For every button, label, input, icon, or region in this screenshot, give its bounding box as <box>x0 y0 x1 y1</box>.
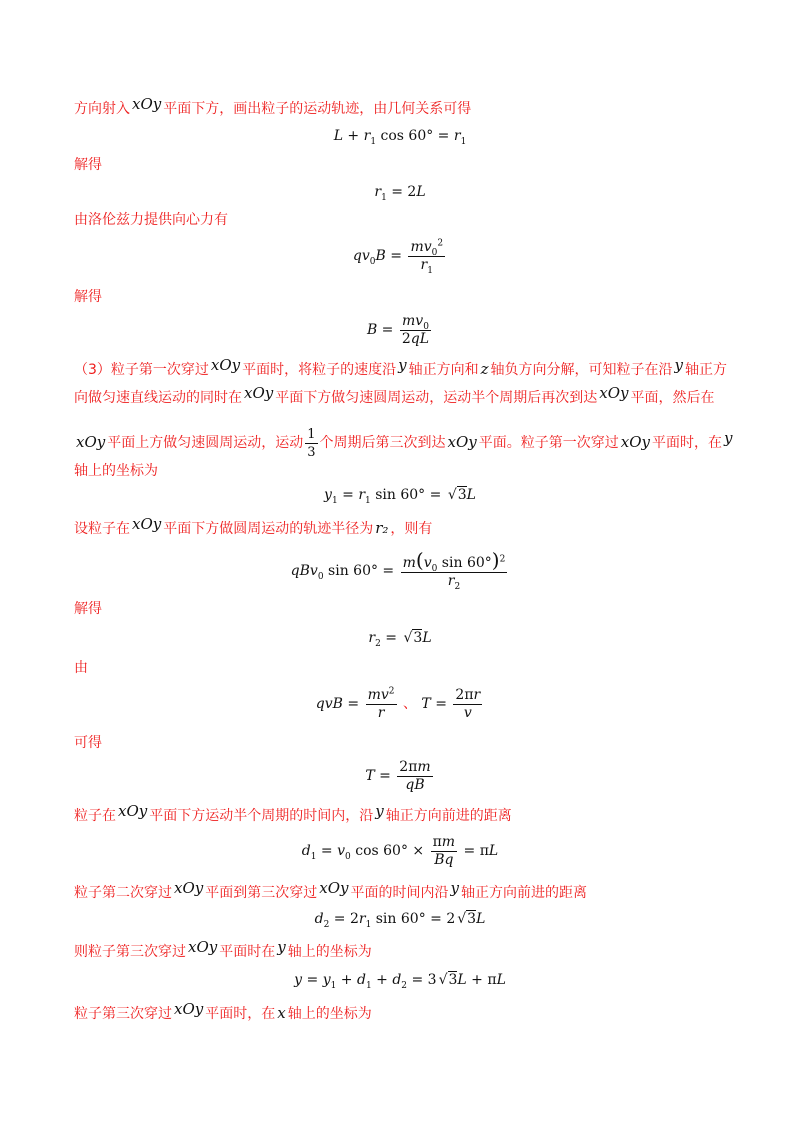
equation: $d_2 = 2r_1$ sin 60° = 2 √3L <box>314 911 486 930</box>
equation: $r_2 = √3L$ <box>368 630 432 649</box>
equation: $qv_0B$ = $\frac{mv_0^2}{r_1}$ <box>352 237 444 276</box>
equation: $L + r_1$ $\cos 60^\circ = r_1$ <box>333 128 467 147</box>
text-line: 向做匀速直线运动的同时在 xOy 平面下方做匀速圆周运动，运动半个周期后再次到达 xOy 平面，然后在 <box>74 384 715 406</box>
text-line: 则粒子第三次穿过 xOy 平面时在 y 轴上的坐标为 <box>74 938 372 960</box>
equation: qvB = $\frac{mv^2}{r}$ 、 T = $\frac{2\pi r}{v}$ <box>315 685 481 721</box>
equation: T = $\frac{2\pi m}{qB}$ <box>365 758 431 793</box>
text-line: （3）粒子第一次穿过 xOy 平面时，将粒子的速度沿 y 轴正方向和 z 轴负方向分解，可知粒子在沿 y 轴正方 <box>74 356 728 378</box>
text-line: 由洛伦兹力提供向心力有 <box>74 212 228 228</box>
equation: B = $\frac{mv_0}{2qL}$ <box>366 312 430 347</box>
text-line: 轴上的坐标为 <box>74 463 158 479</box>
text-line: 粒子第二次穿过 xOy 平面到第三次穿过 xOy 平面的时间内沿 y 轴正方向前进的距离 <box>74 879 587 901</box>
text-line: 粒子在 xOy 平面下方运动半个周期的时间内，沿 y 轴正方向前进的距离 <box>74 802 512 824</box>
text-line: xOy 平面上方做匀速圆周运动，运动 $\frac{1}{3}$ 个周期后第三次到达 xOy 平面。粒子第一次穿过 xOy 平面时，在 y <box>76 426 733 460</box>
equation: $r_1 = 2L$ <box>374 184 426 203</box>
equation: $y = y_1 + d_1 + d_2 = 3$ √3L + πL <box>294 972 506 991</box>
equation: $y_1 = r_1$ sin 60° = √3L <box>324 487 476 506</box>
text-line: 解得 <box>74 157 102 173</box>
text-line: 解得 <box>74 289 102 305</box>
text-line: 可得 <box>74 735 102 751</box>
equation: qBv$_0$ sin 60° = $\frac{m(v_0 \sin 60^\circ)^2}{r_2}$ <box>290 548 506 592</box>
text-line: 方向射入 xOy 平面下方，画出粒子的运动轨迹，由几何关系可得 <box>74 95 472 117</box>
text-line: 由 <box>74 660 88 676</box>
text-line: 粒子第三次穿过 xOy 平面时，在 x 轴上的坐标为 <box>74 1000 372 1022</box>
text-line: 设粒子在 xOy 平面下方做圆周运动的轨迹半径为 r₂ ，则有 <box>74 515 433 537</box>
equation: $d_1 = v_0$ cos 60° × $\frac{\pi m}{Bq}$ = πL <box>301 833 499 868</box>
text-line: 解得 <box>74 601 102 617</box>
